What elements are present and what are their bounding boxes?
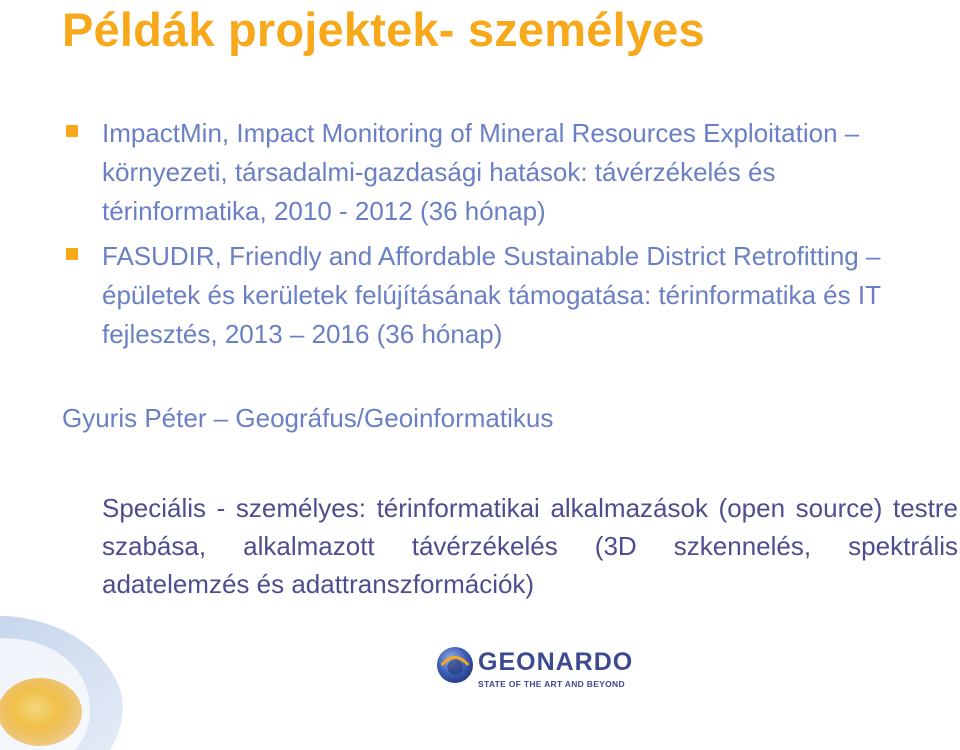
- bullet-item-impactmin: [62, 114, 922, 231]
- bullet-text: FASUDIR, Friendly and Affordable Sustainable District Retrofitting – épületek és kerületek felújításának támogatása: térinformatika és IT fejlesztés, 2013 – 2016 (36 hónap): [102, 241, 881, 349]
- square-bullet-icon: [66, 125, 78, 137]
- bullet-list: [62, 114, 922, 360]
- decorative-swirl-icon: [0, 600, 160, 750]
- bullet-text: ImpactMin, Impact Monitoring of Mineral Resources Exploitation – környezeti, társadalmi-gazdasági hatások: távérzékelés és térinformatika, 2010 - 2012 (36 hónap): [102, 118, 860, 226]
- special-paragraph: Speciális - személyes: térinformatikai alkalmazások (open source) testre szabása, alkalmazott távérzékelés (3D szkennelés, spektrális adatelemzés és adattranszformációk): [102, 493, 958, 599]
- square-bullet-icon: [66, 248, 78, 260]
- slide-title: Példák projektek- személyes: [62, 3, 705, 56]
- geonardo-logo-icon: [436, 646, 474, 684]
- author-line: Gyuris Péter – Geográfus/Geoinformatikus: [62, 403, 554, 433]
- logo-name: GEONARDO: [478, 648, 634, 676]
- bullet-item-fasudir: [62, 237, 922, 354]
- logo-tagline: STATE OF THE ART AND BEYOND: [478, 679, 625, 689]
